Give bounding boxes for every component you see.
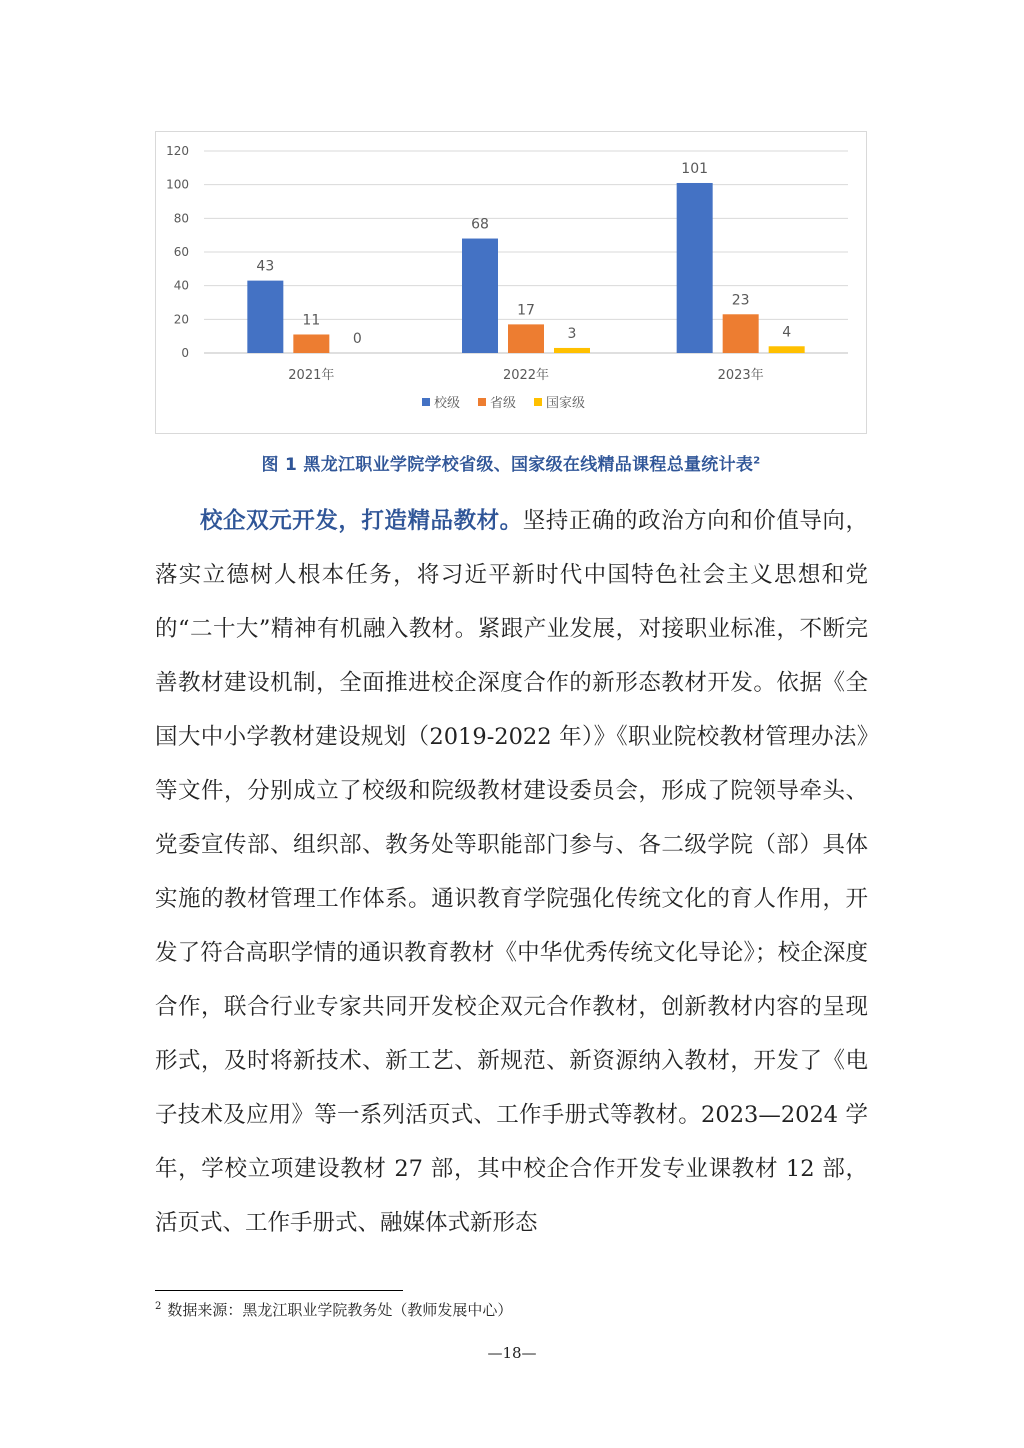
footnote xyxy=(155,1299,512,1320)
data-label: 3 xyxy=(567,325,577,342)
y-tick-label: 20 xyxy=(173,312,189,327)
bar xyxy=(462,239,498,353)
paragraph-lead: 校企双元开发，打造精品教材。 xyxy=(200,508,523,534)
bar xyxy=(508,324,544,353)
footnote-text: 数据来源：黑龙江职业学院教务处（教师发展中心） xyxy=(167,1301,513,1319)
x-tick-label: 2022年 xyxy=(502,368,550,383)
data-label: 101 xyxy=(681,160,709,177)
x-tick-label: 2023年 xyxy=(717,368,764,383)
y-tick-label: 60 xyxy=(173,245,189,259)
legend-swatch xyxy=(422,398,430,406)
y-tick-label: 120 xyxy=(166,144,189,158)
footnote-divider xyxy=(155,1290,403,1291)
caption-footnote-mark: 2 xyxy=(753,455,761,467)
bar xyxy=(769,346,805,353)
x-tick-label: 2021年 xyxy=(288,368,335,383)
data-label: 4 xyxy=(782,324,792,341)
footnote-mark: 2 xyxy=(155,1301,162,1312)
bar xyxy=(554,348,590,353)
paragraph-text: 坚持正确的政治方向和价值导向，落实立德树人根本任务，将习近平新时代中国特色社会主义思想和党的“二十大”精神有机融入教材。紧跟产业发展，对接职业标准，不断完善教材建设机制，全面推进校企深度合作的新形态教材开发。依据《全国大中小学教材建设规划（2019-2022 年）》《职业院校教材管理办法》等文件，分别成立了校级和院级教材建设委员会，形成了院领导牵头、党委宣传部、组织部、教务处等职能部门参与、各二级学院（部）具体实施的教材管理工作体系。通识教育学院强化传统文化的育人作用，开发了符合高职学情的通识教育教材《中华优秀传统文化导论》；校企深度合作，联合行业专家共同开发校企双元合作教材，创新教材内容的呈现形式，及时将新技术、新工艺、新规范、新资源纳入教材，开发了《电子技术及应用》等一系列活页式、工作手册式等教材。2023—2024 学年，学校立项建设教材 27 部，其中校企合作开发专业课教材 12 部，活页式、工作手册式、融媒体式新形态 xyxy=(155,508,868,1236)
figure-caption xyxy=(155,450,867,475)
legend-swatch xyxy=(478,398,486,406)
chart-svg xyxy=(156,132,866,433)
body-paragraph xyxy=(155,494,868,1250)
caption-text: 图 1 黑龙江职业学院学校省级、国家级在线精品课程总量统计表 xyxy=(261,455,754,475)
data-label: 17 xyxy=(517,302,535,319)
y-tick-label: 40 xyxy=(173,278,189,293)
legend-label: 校级 xyxy=(434,396,461,411)
legend-swatch xyxy=(534,398,542,406)
y-tick-label: 80 xyxy=(173,211,189,226)
page-number: —18— xyxy=(487,1344,537,1362)
legend-label: 省级 xyxy=(490,396,517,411)
bar xyxy=(247,281,283,353)
y-tick-label: 100 xyxy=(166,177,189,192)
bar xyxy=(677,183,713,353)
data-label: 0 xyxy=(352,331,362,347)
data-label: 23 xyxy=(731,292,750,309)
data-label: 68 xyxy=(471,216,489,233)
data-label: 11 xyxy=(302,312,321,329)
bar xyxy=(293,334,329,353)
bar-chart xyxy=(155,131,867,434)
data-label: 43 xyxy=(256,258,275,275)
legend-label: 国家级 xyxy=(546,396,586,411)
y-tick-label: 0 xyxy=(181,346,189,360)
bar xyxy=(723,314,759,353)
